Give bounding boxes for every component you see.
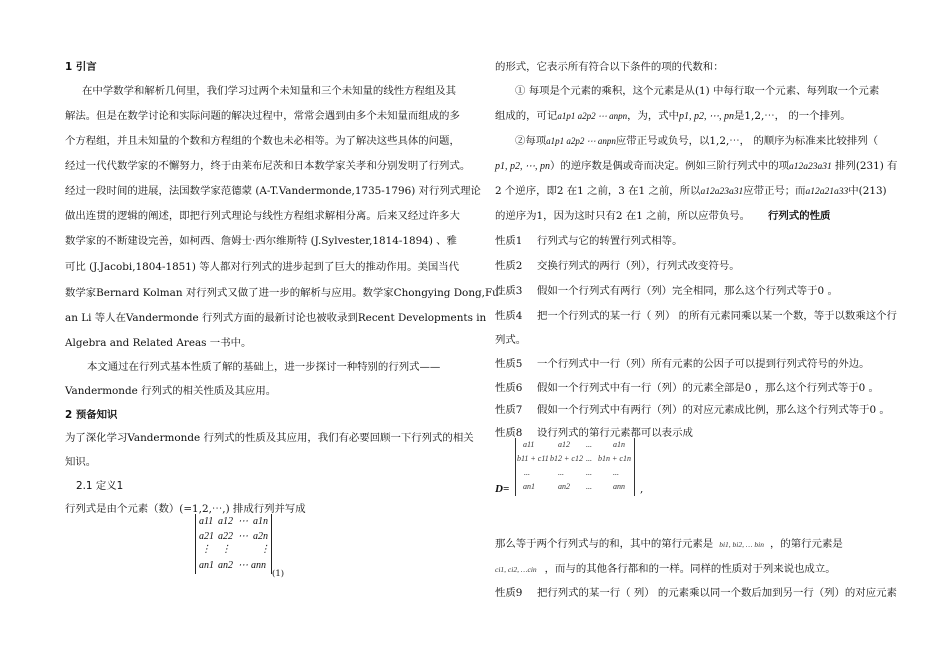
text-span: 中(213) xyxy=(848,185,887,197)
text-span: 是1,2,⋯， 的一个排列。 xyxy=(734,110,851,122)
matrix-cell: ... xyxy=(613,468,619,477)
para-line: 的形式，它表示所有符合以下条件的项的代数和： xyxy=(495,61,724,73)
property-text: 假如一个行列式有两行（列）完全相同，那么这个行列式等于0 。 xyxy=(537,285,838,297)
intro-line: an Li 等人在Vandermonde 行列式方面的最新讨论也被收录到Recent Developments in xyxy=(65,312,487,324)
matrix-cell: a12 xyxy=(218,516,233,527)
matrix-cell: ⋮ xyxy=(221,544,231,555)
text-span: ②每项 xyxy=(515,135,547,147)
property-label: 性质8 xyxy=(495,427,523,439)
intro-line: 做出连贯的逻辑的阐述，即把行列式理论与线性方程组求解相分离。后来又经过许多大 xyxy=(65,210,460,222)
matrix-cell: ... xyxy=(524,468,530,477)
intro-line: 个方程组，并且未知量的个数和方程组的个数也未必相等。为了解决这些具体的问题， xyxy=(65,135,460,147)
matrix-cell: ⋯ xyxy=(238,560,248,571)
split-row-determinant xyxy=(515,438,635,496)
property-label: 性质6 xyxy=(495,382,523,394)
property-text: 假如一个行列式中有两行（列）的对应元素成比例，那么这个行列式等于0 。 xyxy=(537,404,890,416)
property-text: 把一个行列式的某一行（ 列） 的所有元素同乘以某一个数，等于以数乘这个行 xyxy=(537,310,897,322)
text-span: 组成的，可记 xyxy=(495,110,558,122)
matrix-cell: b12 + c12 xyxy=(550,454,583,463)
intro-line: 在中学数学和解析几何里，我们学习过两个未知量和三个未知量的线性方程组及其 xyxy=(82,85,457,97)
intro-line: 经过一代代数学家的不懈努力，终于由莱布尼茨和日本数学家关孝和分别发明了行列式。 xyxy=(65,160,471,172)
property-label: 性质4 xyxy=(495,310,523,322)
matrix-cell: an2 xyxy=(558,482,570,491)
text-span: ，的第行元素是 xyxy=(770,538,843,550)
matrix-cell: ⋯ xyxy=(238,531,248,542)
property-text: 假如一个行列式中有一行（列）的元素全部是0 ，那么这个行列式等于0 。 xyxy=(537,382,879,394)
prelim-line: 知识。 xyxy=(65,456,97,468)
property-text: 把行列式的某一行（ 列） 的元素乘以同一个数后加到另一行（列）的对应元素 xyxy=(537,587,897,599)
math-seq: bi1, bi2, … bin xyxy=(719,540,764,549)
general-determinant xyxy=(195,514,272,574)
property-text: 一个行列式中一行（列）所有元素的公因子可以提到行列式符号的外边。 xyxy=(537,358,870,370)
math-seq: p1, p2, ⋯, pn xyxy=(679,111,735,122)
matrix-cell: ann xyxy=(251,560,266,571)
matrix-cell: a22 xyxy=(218,531,233,542)
section-heading-properties: 行列式的性质 xyxy=(768,210,831,222)
matrix-cell: ... xyxy=(586,440,592,449)
property-label: 性质5 xyxy=(495,358,523,370)
matrix-cell: ... xyxy=(558,468,564,477)
intro-line: 解法。但是在数学讨论和实际问题的解决过程中，常常会遇到由多个未知量而组成的多 xyxy=(65,110,460,122)
matrix-cell: a2n xyxy=(253,531,268,542)
property-label: 性质3 xyxy=(495,285,523,297)
matrix-cell: b11 + c11 xyxy=(517,454,549,463)
text-span: ，为，式中 xyxy=(627,110,680,122)
prelim-line: 为了深化学习Vandermonde 行列式的性质及其应用，我们有必要回顾一下行列式的相关 xyxy=(65,432,474,444)
equation-number: (1) xyxy=(272,569,285,579)
matrix-cell: an2 xyxy=(218,560,233,571)
property-label: 性质9 xyxy=(495,587,523,599)
matrix-cell: ... xyxy=(586,468,592,477)
matrix-cell: a11 xyxy=(523,440,535,449)
condition-2-line xyxy=(495,209,830,223)
text-span: ）的逆序数是偶或奇而决定。例如三阶行列式中的项 xyxy=(550,160,789,172)
property-text: 列式。 xyxy=(495,334,527,346)
text-span: 应带正号；而 xyxy=(743,185,806,197)
purpose-line: Vandermonde 行列式的相关性质及其应用。 xyxy=(65,385,277,397)
condition-1-line xyxy=(495,109,851,124)
condition-2-line xyxy=(495,184,887,199)
math-term: a1p1 a2p2 ⋯ anpn xyxy=(546,136,616,146)
math-term: a12a21a33 xyxy=(805,187,849,197)
intro-line: 可比 (J.Jacobi,1804-1851) 等人都对行列式的进步起到了巨大的推动作用。美国当代 xyxy=(65,261,460,273)
intro-line: 数学家的不断建设完善，如柯西、詹姆士·西尔维斯特 (J.Sylvester,1814-1894) 、雅 xyxy=(65,235,457,247)
math-term: a12a23a31 xyxy=(700,187,744,197)
matrix-cell: ⋯ xyxy=(238,516,248,527)
determinant-tail: , xyxy=(640,483,644,495)
matrix-cell: ann xyxy=(613,482,625,491)
text-span: 2 个逆序，即2 在1 之前，3 在1 之前，所以 xyxy=(495,185,701,197)
definition-text: 行列式是由个元素（数）(=1,2,⋯,) 排成行列并写成 xyxy=(65,503,306,515)
intro-line: 经过一段时间的进展，法国数学家范德蒙 (A-T.Vandermonde,1735-1796) 对行列式理论 xyxy=(65,185,481,197)
section-heading-prelim: 2 预备知识 xyxy=(65,409,118,421)
matrix-cell: a21 xyxy=(199,531,214,542)
purpose-line: 本文通过在行列式基本性质了解的基础上，进一步探讨一种特别的行列式—— xyxy=(87,361,441,373)
matrix-cell: ⋮ xyxy=(260,544,270,555)
matrix-cell: ... xyxy=(586,454,592,463)
math-term: a1p1 a2p2 ⋯ anpn xyxy=(557,111,628,121)
condition-2-line xyxy=(495,159,897,174)
text-span: 那么等于两个行列式与的和，其中的第行元素是 xyxy=(495,538,714,550)
matrix-cell: ⋮ xyxy=(201,544,211,555)
text-span: 排列(231) 有 xyxy=(831,160,898,172)
property-text: 交换行列式的两行（列），行列式改变符号。 xyxy=(537,260,740,272)
math-seq: ci1, ci2, …cin xyxy=(495,565,537,574)
property-label: 性质2 xyxy=(495,260,523,272)
property-text: 设行列式的第行元素都可以表示成 xyxy=(537,427,693,439)
matrix-cell: a12 xyxy=(558,440,570,449)
matrix-cell: a1n xyxy=(613,440,625,449)
text-span: 的逆序为1，因为这时只有2 在1 之前，所以应带负号。 xyxy=(495,210,751,222)
property-8-line xyxy=(495,562,836,577)
text-span: 应带正号或负号，以1,2,⋯， 的顺序为标准来比较排列（ xyxy=(615,135,879,147)
matrix-cell: an1 xyxy=(523,482,535,491)
math-seq: p1, p2, ⋯, pn xyxy=(495,161,550,172)
condition-1-line: ① 每项是个元素的乘积，这个元素是从(1) 中每行取一个元素、每列取一个元素 xyxy=(515,85,880,97)
property-8-line xyxy=(495,537,843,552)
intro-line: Algebra and Related Areas 一书中。 xyxy=(65,337,252,349)
matrix-cell: a1n xyxy=(253,516,268,527)
property-label: 性质1 xyxy=(495,235,523,247)
matrix-cell: a11 xyxy=(199,516,214,527)
property-label: 性质7 xyxy=(495,404,523,416)
section-heading-intro: 1 引言 xyxy=(65,61,97,73)
intro-line: 数学家Bernard Kolman 对行列式又做了进一步的解析与应用。数学家Chongying Dong,Fu- xyxy=(65,287,503,299)
matrix-cell: b1n + c1n xyxy=(598,454,631,463)
matrix-cell: ... xyxy=(586,482,592,491)
text-span: ，而与的其他各行都和的一样。同样的性质对于列来说也成立。 xyxy=(544,563,836,575)
math-term: a12a23a31 xyxy=(788,162,832,172)
condition-2-line xyxy=(515,134,878,148)
matrix-cell: an1 xyxy=(199,560,214,571)
property-text: 行列式与它的转置行列式相等。 xyxy=(537,235,683,247)
definition-label: 2.1 定义1 xyxy=(76,480,124,492)
determinant-label: D= xyxy=(495,483,510,495)
